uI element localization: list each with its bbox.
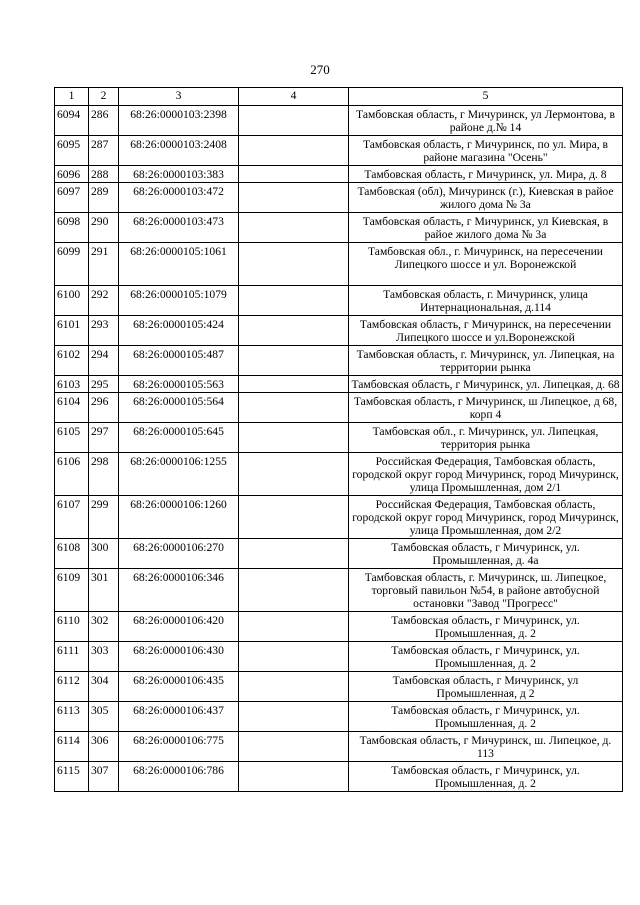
column-4-cell [239, 612, 349, 642]
cadastral-number: 68:26:0000106:346 [119, 569, 239, 612]
cadastral-number: 68:26:0000106:435 [119, 672, 239, 702]
address: Тамбовская область, г. Мичуринск, ул. Липецкая, на территории рынка [349, 346, 623, 376]
table-row [55, 346, 623, 376]
row-sub-number: 286 [89, 106, 119, 136]
row-number: 6103 [55, 376, 89, 393]
cadastral-number: 68:26:0000106:1260 [119, 496, 239, 539]
column-4-cell [239, 702, 349, 732]
address: Тамбовская область, г Мичуринск, ул. Промышленная, д. 2 [349, 642, 623, 672]
row-sub-number: 304 [89, 672, 119, 702]
cadastral-number: 68:26:0000106:420 [119, 612, 239, 642]
address: Тамбовская область, г Мичуринск, на пересечении Липецкого шоссе и ул.Воронежской [349, 316, 623, 346]
row-number: 6097 [55, 183, 89, 213]
address: Тамбовская область, г Мичуринск, ул Промышленная, д 2 [349, 672, 623, 702]
header-col-1: 1 [55, 88, 89, 106]
cadastral-number: 68:26:0000106:437 [119, 702, 239, 732]
table-row [55, 496, 623, 539]
column-4-cell [239, 183, 349, 213]
address: Тамбовская область, г Мичуринск, ш Липецкое, д 68, корп 4 [349, 393, 623, 423]
cadastral-number: 68:26:0000103:2398 [119, 106, 239, 136]
column-4-cell [239, 376, 349, 393]
address: Тамбовская область, г Мичуринск, ш. Липецкое, д. 113 [349, 732, 623, 762]
cadastral-number: 68:26:0000105:563 [119, 376, 239, 393]
address: Тамбовская (обл), Мичуринск (г.), Киевская в райое жилого дома № 3а [349, 183, 623, 213]
row-number: 6105 [55, 423, 89, 453]
cadastral-number: 68:26:0000106:1255 [119, 453, 239, 496]
row-number: 6108 [55, 539, 89, 569]
register-table [54, 87, 623, 792]
row-sub-number: 302 [89, 612, 119, 642]
column-4-cell [239, 672, 349, 702]
address: Тамбовская обл., г. Мичуринск, ул. Липецкая, территория рынка [349, 423, 623, 453]
row-sub-number: 291 [89, 243, 119, 286]
address: Тамбовская область, г. Мичуринск, улица Интернациональная, д.114 [349, 286, 623, 316]
table-row [55, 702, 623, 732]
cadastral-number: 68:26:0000105:487 [119, 346, 239, 376]
row-sub-number: 301 [89, 569, 119, 612]
cadastral-number: 68:26:0000105:1061 [119, 243, 239, 286]
row-sub-number: 295 [89, 376, 119, 393]
cadastral-number: 68:26:0000105:645 [119, 423, 239, 453]
table-row [55, 316, 623, 346]
column-4-cell [239, 762, 349, 792]
table-row [55, 166, 623, 183]
column-4-cell [239, 346, 349, 376]
table-row [55, 539, 623, 569]
table-row [55, 136, 623, 166]
cadastral-number: 68:26:0000106:775 [119, 732, 239, 762]
row-sub-number: 303 [89, 642, 119, 672]
row-number: 6113 [55, 702, 89, 732]
row-number: 6101 [55, 316, 89, 346]
row-number: 6094 [55, 106, 89, 136]
address: Тамбовская область, г. Мичуринск, ш. Липецкое, торговый павильон №54, в районе автобусной остановки "Завод "Прогресс" [349, 569, 623, 612]
address: Российская Федерация, Тамбовская область, городской округ город Мичуринск, город Мичуринск, улица Промышленная, дом 2/1 [349, 453, 623, 496]
table-row [55, 106, 623, 136]
row-sub-number: 289 [89, 183, 119, 213]
cadastral-number: 68:26:0000106:270 [119, 539, 239, 569]
column-4-cell [239, 642, 349, 672]
cadastral-number: 68:26:0000106:786 [119, 762, 239, 792]
header-col-3: 3 [119, 88, 239, 106]
row-number: 6096 [55, 166, 89, 183]
cadastral-number: 68:26:0000106:430 [119, 642, 239, 672]
row-number: 6109 [55, 569, 89, 612]
address: Тамбовская область, г Мичуринск, по ул. Мира, в районе магазина "Осень" [349, 136, 623, 166]
row-number: 6112 [55, 672, 89, 702]
address: Тамбовская область, г Мичуринск, ул. Промышленная, д. 2 [349, 762, 623, 792]
row-number: 6098 [55, 213, 89, 243]
row-sub-number: 290 [89, 213, 119, 243]
cadastral-number: 68:26:0000105:424 [119, 316, 239, 346]
table-row [55, 672, 623, 702]
row-number: 6102 [55, 346, 89, 376]
row-sub-number: 296 [89, 393, 119, 423]
row-number: 6106 [55, 453, 89, 496]
column-4-cell [239, 286, 349, 316]
header-col-2: 2 [89, 88, 119, 106]
row-sub-number: 292 [89, 286, 119, 316]
address: Тамбовская область, г Мичуринск, ул Киевская, в райое жилого дома № 3а [349, 213, 623, 243]
cadastral-number: 68:26:0000103:2408 [119, 136, 239, 166]
table-row [55, 213, 623, 243]
row-sub-number: 287 [89, 136, 119, 166]
address: Российская Федерация, Тамбовская область, городской округ город Мичуринск, город Мичуринск, улица Промышленная, дом 2/2 [349, 496, 623, 539]
table-header-row [55, 88, 623, 106]
address: Тамбовская область, г Мичуринск, ул. Мира, д. 8 [349, 166, 623, 183]
column-4-cell [239, 166, 349, 183]
address: Тамбовская область, г Мичуринск, ул. Промышленная, д. 2 [349, 702, 623, 732]
page-number: 270 [310, 62, 330, 77]
cadastral-number: 68:26:0000105:564 [119, 393, 239, 423]
table-body [55, 106, 623, 792]
column-4-cell [239, 496, 349, 539]
row-sub-number: 288 [89, 166, 119, 183]
row-sub-number: 298 [89, 453, 119, 496]
table-row [55, 762, 623, 792]
table-row [55, 243, 623, 286]
column-4-cell [239, 106, 349, 136]
table-row [55, 183, 623, 213]
column-4-cell [239, 393, 349, 423]
cadastral-number: 68:26:0000103:472 [119, 183, 239, 213]
row-sub-number: 306 [89, 732, 119, 762]
row-number: 6111 [55, 642, 89, 672]
table-row [55, 453, 623, 496]
row-sub-number: 305 [89, 702, 119, 732]
table-row [55, 569, 623, 612]
row-sub-number: 299 [89, 496, 119, 539]
column-4-cell [239, 213, 349, 243]
column-4-cell [239, 539, 349, 569]
cadastral-number: 68:26:0000103:473 [119, 213, 239, 243]
row-sub-number: 297 [89, 423, 119, 453]
cadastral-number: 68:26:0000103:383 [119, 166, 239, 183]
row-sub-number: 293 [89, 316, 119, 346]
row-number: 6104 [55, 393, 89, 423]
table-row [55, 732, 623, 762]
column-4-cell [239, 569, 349, 612]
row-number: 6107 [55, 496, 89, 539]
column-4-cell [239, 732, 349, 762]
table-row [55, 393, 623, 423]
cadastral-number: 68:26:0000105:1079 [119, 286, 239, 316]
table-row [55, 423, 623, 453]
row-sub-number: 294 [89, 346, 119, 376]
table-row [55, 642, 623, 672]
address: Тамбовская область, г Мичуринск, ул. Промышленная, д. 2 [349, 612, 623, 642]
header-col-5: 5 [349, 88, 623, 106]
address: Тамбовская обл., г. Мичуринск, на пересечении Липецкого шоссе и ул. Воронежской [349, 243, 623, 286]
column-4-cell [239, 136, 349, 166]
row-number: 6110 [55, 612, 89, 642]
header-col-4: 4 [239, 88, 349, 106]
row-number: 6100 [55, 286, 89, 316]
column-4-cell [239, 316, 349, 346]
row-sub-number: 300 [89, 539, 119, 569]
address: Тамбовская область, г Мичуринск, ул. Промышленная, д. 4а [349, 539, 623, 569]
row-number: 6095 [55, 136, 89, 166]
table-row [55, 612, 623, 642]
column-4-cell [239, 423, 349, 453]
address: Тамбовская область, г Мичуринск, ул Лермонтова, в районе д.№ 14 [349, 106, 623, 136]
address: Тамбовская область, г Мичуринск, ул. Липецкая, д. 68 [349, 376, 623, 393]
row-sub-number: 307 [89, 762, 119, 792]
table-row [55, 286, 623, 316]
row-number: 6099 [55, 243, 89, 286]
row-number: 6114 [55, 732, 89, 762]
table-row [55, 376, 623, 393]
row-number: 6115 [55, 762, 89, 792]
column-4-cell [239, 243, 349, 286]
column-4-cell [239, 453, 349, 496]
